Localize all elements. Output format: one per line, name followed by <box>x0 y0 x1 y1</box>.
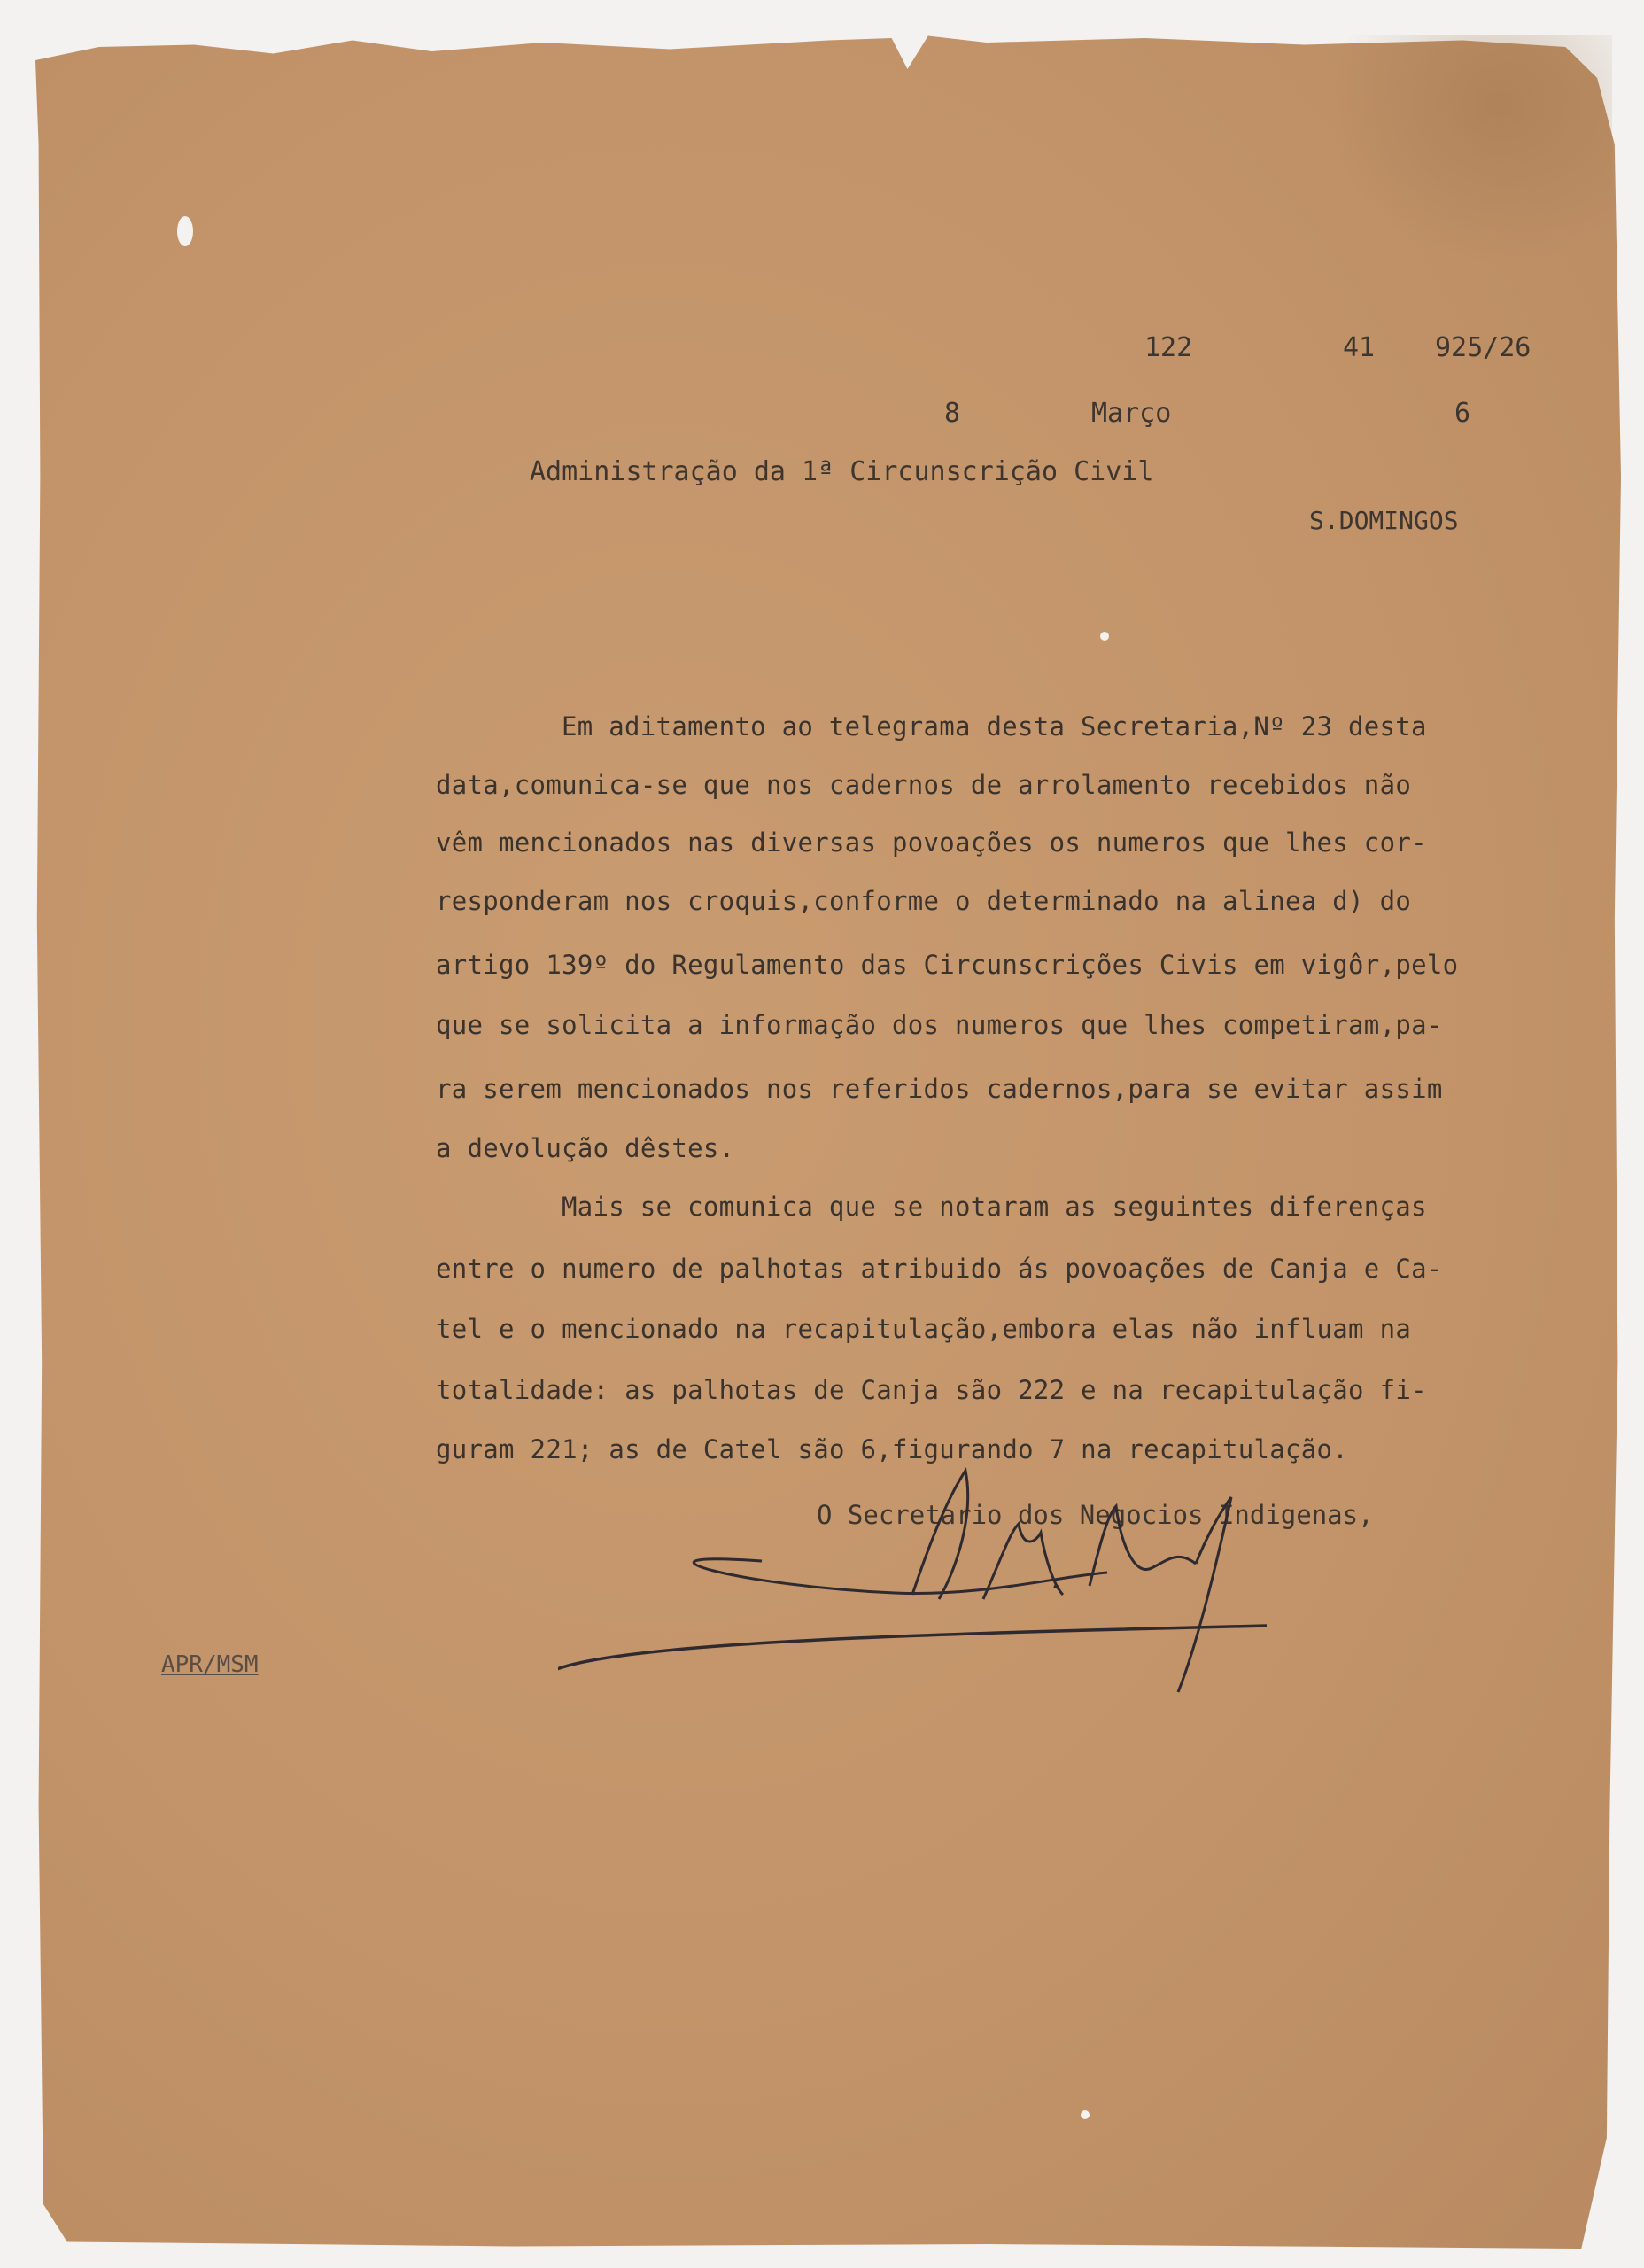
date-year: 6 <box>1454 398 1471 429</box>
body-line: data,comunica-se que nos cadernos de arrolamento recebidos não <box>436 770 1412 800</box>
reference-number-2: 41 <box>1343 332 1376 363</box>
body-line: que se solicita a informação dos numeros que lhes competiram,pa- <box>436 1010 1443 1040</box>
body-line: guram 221; as de Catel são 6,figurando 7 na recapitulação. <box>436 1434 1349 1464</box>
reference-number-1: 122 <box>1144 332 1193 363</box>
body-line: responderam nos croquis,conforme o determinado na alinea d) do <box>436 886 1412 916</box>
date-month: Março <box>1091 398 1172 429</box>
paper-hole <box>177 216 193 246</box>
body-line: a devolução dêstes. <box>436 1133 735 1163</box>
body-line: vêm mencionados nas diversas povoações os numeros que lhes cor- <box>436 827 1427 858</box>
sign-off: O Secretario dos Negocios Indigenas, <box>817 1500 1374 1530</box>
handwritten-signature <box>558 1444 1355 1710</box>
body-line: tel e o mencionado na recapitulação,embora elas não influam na <box>436 1314 1412 1344</box>
reference-number-3: 925/26 <box>1435 332 1532 363</box>
date-day: 8 <box>944 398 961 429</box>
typist-initials: APR/MSM <box>161 1651 259 1678</box>
body-line: entre o numero de palhotas atribuido ás povoações de Canja e Ca- <box>436 1254 1443 1284</box>
stain <box>1329 35 1612 266</box>
body-line: Em aditamento ao telegrama desta Secretaria,Nº 23 desta <box>562 711 1427 742</box>
addressee-office: Administração da 1ª Circunscrição Civil <box>530 456 1154 487</box>
paper-hole <box>1081 2110 1090 2119</box>
body-line: Mais se comunica que se notaram as seguintes diferenças <box>562 1192 1427 1222</box>
addressee-location: S.DOMINGOS <box>1309 506 1459 535</box>
body-line: artigo 139º do Regulamento das Circunscrições Civis em vigôr,pelo <box>436 950 1459 980</box>
body-line: ra serem mencionados nos referidos cadernos,para se evitar assim <box>436 1074 1443 1104</box>
paper-sheet <box>35 34 1621 2249</box>
paper-hole <box>1100 632 1109 641</box>
body-line: totalidade: as palhotas de Canja são 222 e na recapitulação fi- <box>436 1375 1427 1405</box>
